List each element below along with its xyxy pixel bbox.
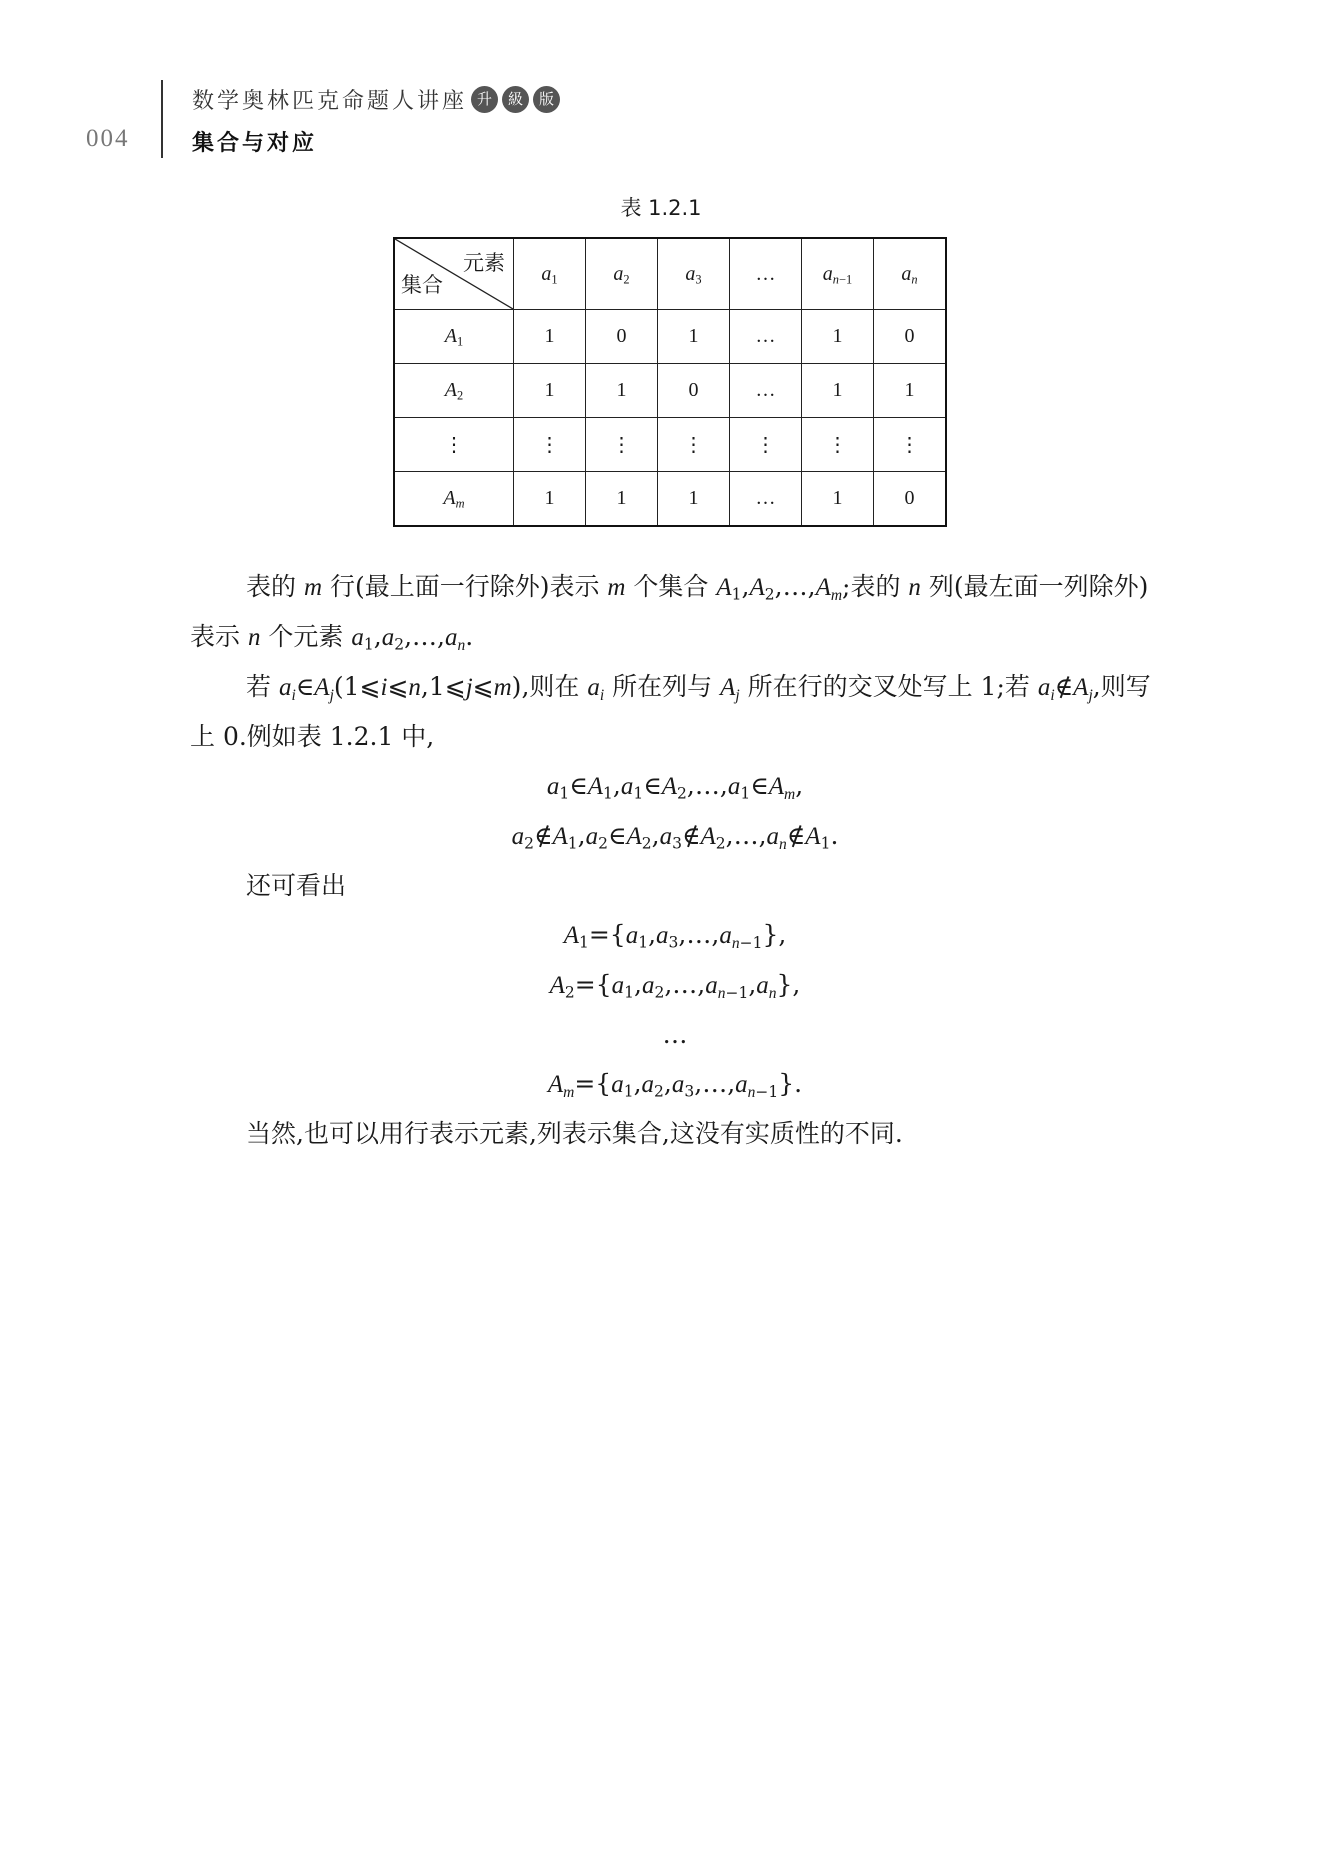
book-title-text: 数学奥林匹克命题人讲座 (192, 89, 468, 114)
table-corner-cell (394, 238, 514, 310)
table-row (394, 364, 946, 418)
formula-Am: $A_m=\{a_1,a_2,a_3,\dots,a_{n-1}\}$. (547, 1069, 803, 1101)
table-cell: 0 (874, 472, 947, 527)
table-cell: 0 (658, 364, 730, 418)
table-cell: 1 (802, 310, 874, 364)
col-header-an: $a_n$ (874, 238, 947, 310)
paragraph-conclusion: 当然,也可以用行表示元素,列表示集合,这没有实质性的不同. (246, 1119, 903, 1148)
table-cell: ⋮ (730, 418, 802, 472)
table-cell: 0 (586, 310, 658, 364)
table-cell: 1 (658, 472, 730, 527)
table-cell: 1 (802, 472, 874, 527)
table-cell: 1 (514, 364, 586, 418)
corner-label-elements: 元素 (463, 251, 505, 275)
table-cell: … (730, 310, 802, 364)
col-header-dots: … (730, 238, 802, 310)
page-header (0, 0, 1322, 170)
edition-badge-2: 級 (502, 86, 529, 113)
table-cell: 1 (514, 472, 586, 527)
table-row (394, 472, 946, 527)
page-number: 004 (86, 125, 130, 152)
table-cell: 1 (514, 310, 586, 364)
col-header-a1: $a_1$ (514, 238, 586, 310)
incidence-table (393, 237, 947, 527)
paragraph-rows-cols: 表的 m 行(最上面一行除外)表示 m 个集合 $A_1,A_2,\dots,A_m$;表的 n 列(最左面一列除外)表示 n 个元素 $a_1,a_2,\dots,a_n$. (190, 572, 1149, 654)
table-row (394, 310, 946, 364)
table-cell: 0 (874, 310, 947, 364)
book-title (192, 84, 560, 115)
col-header-an-1: $a_{n-1}$ (802, 238, 874, 310)
row-header-A1: $A_1$ (394, 310, 514, 364)
col-header-a2: $a_2$ (586, 238, 658, 310)
table-header-row (394, 238, 946, 310)
body-text (190, 562, 1160, 1158)
table-cell: … (730, 364, 802, 418)
formula-line-1: $a_1\in A_1,a_1\in A_2,\dots,a_1\in A_m$, (546, 771, 804, 803)
table-cell: 1 (586, 472, 658, 527)
header-divider (161, 80, 163, 158)
chapter-title: 集合与对应 (192, 131, 318, 156)
table-cell: ⋮ (802, 418, 874, 472)
col-header-a3: $a_3$ (658, 238, 730, 310)
formula-ellipsis: … (662, 1020, 688, 1049)
table-caption: 表 1.2.1 (620, 196, 702, 220)
edition-badge-3: 版 (533, 86, 560, 113)
table-cell: 1 (874, 364, 947, 418)
table-cell: ⋮ (874, 418, 947, 472)
paragraph-rule: 若 $a_i\in A_j(1⩽i⩽n,1⩽j⩽m)$,则在 $a_i$ 所在列与 $A_j$ 所在行的交叉处写上 1;若 $a_i\notin A_j$,则写上 0.例如表 1.2.1 中, (190, 672, 1151, 751)
table-cell: ⋮ (514, 418, 586, 472)
row-header-Am: $A_m$ (394, 472, 514, 527)
row-header-vdots: ⋮ (394, 418, 514, 472)
formula-A2: $A_2=\{a_1,a_2,\dots,a_{n-1},a_n\}$, (549, 970, 801, 1002)
table-cell: 1 (802, 364, 874, 418)
formula-A1: $A_1=\{a_1,a_3,\dots,a_{n-1}\}$, (563, 920, 787, 952)
corner-label-sets: 集合 (401, 273, 443, 297)
row-header-A2: $A_2$ (394, 364, 514, 418)
edition-badge-1: 升 (471, 86, 498, 113)
paragraph-also: 还可看出 (246, 871, 347, 900)
table-cell: ⋮ (586, 418, 658, 472)
table-cell: 1 (658, 310, 730, 364)
formula-line-2: $a_2\notin A_1,a_2\in A_2,a_3\notin A_2,\dots,a_n\notin A_1$. (511, 821, 839, 853)
table-row (394, 418, 946, 472)
table-cell: ⋮ (658, 418, 730, 472)
table-cell: 1 (586, 364, 658, 418)
table-cell: … (730, 472, 802, 527)
